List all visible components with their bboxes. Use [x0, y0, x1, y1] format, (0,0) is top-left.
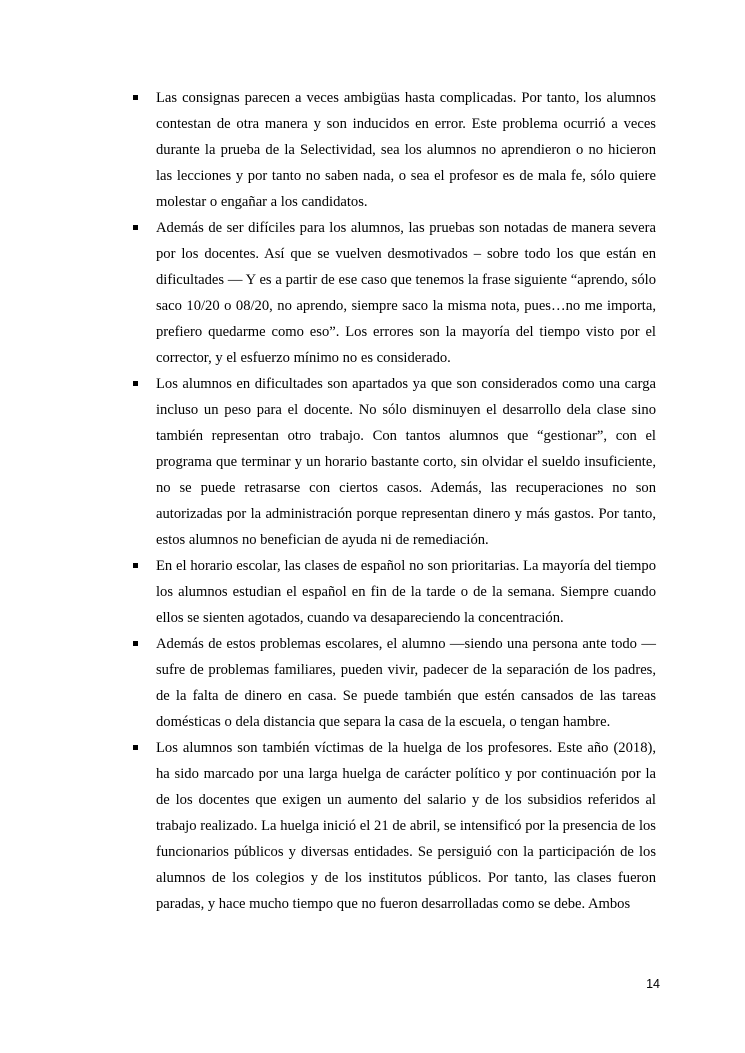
bullet-item-6: [132, 735, 656, 917]
bullet-text-3: Los alumnos en dificultades son apartados ya que son considerados como una carga incluso un peso para el docente. No sólo disminuyen el desarrollo dela clase sino también representan otro trabajo. Con tantos alumnos que “gestionar”, con el programa que terminar y un horario bastante corto, sin olvidar el sueldo insuficiente, no se puede retrasarse con ciertos casos. Además, las recuperaciones no son autorizadas por la administración porque representan dinero y más gastos. Por tanto, estos alumnos no benefician de ayuda ni de remediación.: [156, 376, 656, 548]
square-bullet-icon: [132, 85, 142, 111]
bullet-item-4: [132, 553, 656, 631]
bullet-item-2: [132, 215, 656, 371]
bullet-text-2: Además de ser difíciles para los alumnos, las pruebas son notadas de manera severa por los docentes. Así que se vuelven desmotivados – sobre todo los que están en dificultades ― Y es a partir de ese caso que tenemos la frase siguiente “aprendo, sólo saco 10/20 o 08/20, no aprendo, siempre saco la misma nota, pues…no me importa, prefiero quedarme como eso”. Los errores son la mayoría del tiempo visto por el corrector, y el esfuerzo mínimo no es considerado.: [156, 220, 656, 366]
bullet-list: [132, 85, 656, 917]
square-bullet-icon: [132, 371, 142, 397]
square-bullet-icon: [132, 553, 142, 579]
bullet-item-3: [132, 371, 656, 553]
bullet-text-1: Las consignas parecen a veces ambigüas hasta complicadas. Por tanto, los alumnos contestan de otra manera y son inducidos en error. Este problema ocurrió a veces durante la prueba de la Selectividad, sea los alumnos no aprendieron o no hicieron las lecciones y por tanto no saben nada, o sea el profesor es de mala fe, sólo quiere molestar o engañar a los candidatos.: [156, 90, 656, 210]
square-bullet-icon: [132, 215, 142, 241]
page-number: 14: [646, 977, 660, 991]
bullet-item-1: [132, 85, 656, 215]
square-bullet-icon: [132, 735, 142, 761]
bullet-text-4: En el horario escolar, las clases de español no son prioritarias. La mayoría del tiempo los alumnos estudian el español en fin de la tarde o de la semana. Siempre cuando ellos se sienten agotados, cuando va desapareciendo la concentración.: [156, 558, 656, 626]
square-bullet-icon: [132, 631, 142, 657]
bullet-text-5: Además de estos problemas escolares, el alumno —siendo una persona ante todo — sufre de problemas familiares, pueden vivir, padecer de la separación de los padres, de la falta de dinero en casa. Se puede también que estén cansados de las tareas domésticas o dela distancia que separa la casa de la escuela, o tengan hambre.: [156, 636, 656, 730]
bullet-text-6: Los alumnos son también víctimas de la huelga de los profesores. Este año (2018), ha sido marcado por una larga huelga de carácter político y por continuación por la de los docentes que exigen un aumento del salario y de los subsidios referidos al trabajo realizado. La huelga inició el 21 de abril, se intensificó por la presencia de los funcionarios públicos y diversas entidades. Se persiguió con la participación de los alumnos de los colegios y de los institutos públicos. Por tanto, las clases fueron paradas, y hace mucho tiempo que no fueron desarrolladas como se debe. Ambos: [156, 740, 656, 912]
bullet-item-5: [132, 631, 656, 735]
